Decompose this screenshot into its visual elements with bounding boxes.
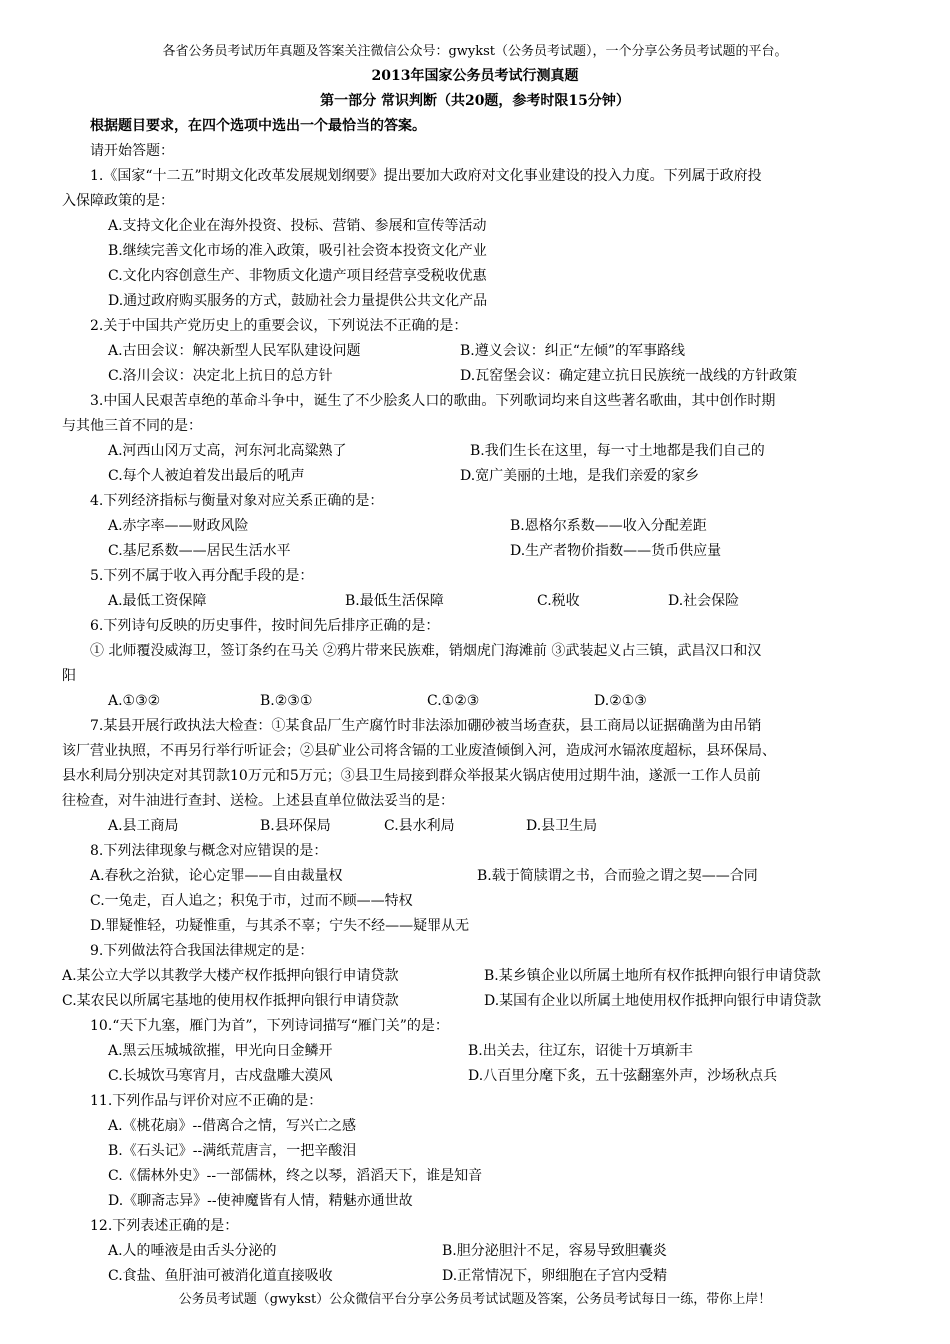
- question-stem-continued: 往检查，对牛油进行查封、送检。上述县直单位做法妥当的是：: [62, 793, 454, 809]
- option-a: A.古田会议：解决新型人民军队建设问题: [108, 343, 361, 359]
- option-b: B.县环保局: [260, 818, 331, 834]
- option-c: C.文化内容创意生产、非物质文化遗产项目经营享受税收优惠: [108, 268, 487, 284]
- option-a: A.①③②: [108, 693, 161, 709]
- option-d: D.②①③: [594, 693, 647, 709]
- document-title: 2013年国家公务员考试行测真题: [371, 68, 579, 84]
- question-stem-continued: 与其他三首不同的是：: [62, 418, 202, 434]
- option-b: B.《石头记》--满纸荒唐言，一把辛酸泪: [108, 1143, 357, 1159]
- question-stem-continued: 县水利局分别决定对其罚款10万元和5万元；③县卫生局接到群众举报某火锅店使用过期牛油，遂派一工作人员前: [62, 768, 761, 784]
- option-d: D.社会保险: [668, 593, 740, 609]
- option-c: C.税收: [537, 593, 580, 609]
- question-stem: 8.下列法律现象与概念对应错误的是：: [90, 843, 328, 859]
- option-c: C.洛川会议：决定北上抗日的总方针: [108, 368, 333, 384]
- option-c: C.《儒林外史》--一部儒林，终之以琴，滔滔天下，谁是知音: [108, 1168, 483, 1184]
- option-b: B.最低生活保障: [345, 593, 444, 609]
- option-b: B.载于简牍谓之书，合而验之谓之契——合同: [477, 868, 758, 884]
- question-stem: 7.某县开展行政执法大检查：①某食品厂生产腐竹时非法添加硼砂被当场查获，县工商局以证据确凿为由吊销: [90, 718, 762, 734]
- option-c: C.县水利局: [384, 818, 455, 834]
- option-d: D.八百里分麾下炙，五十弦翻塞外声，沙场秋点兵: [468, 1068, 778, 1084]
- question-text-continued: 阳: [62, 668, 76, 684]
- question-text: ① 北师覆没威海卫，签订条约在马关 ②鸦片带来民族难，销烟虎门海滩前 ③武装起义占三镇，武昌汉口和汉: [90, 643, 762, 659]
- option-b: B.某乡镇企业以所属土地所有权作抵押向银行申请贷款: [484, 968, 821, 984]
- question-stem: 5.下列不属于收入再分配手段的是：: [90, 568, 314, 584]
- option-d: D.《聊斋志异》--使神魔皆有人情，精魅亦通世故: [108, 1193, 413, 1209]
- option-b: B.恩格尔系数——收入分配差距: [510, 518, 707, 534]
- option-a: A.支持文化企业在海外投资、投标、营销、参展和宣传等活动: [108, 218, 487, 234]
- option-d: D.宽广美丽的土地，是我们亲爱的家乡: [460, 468, 700, 484]
- option-b: B.胆分泌胆汁不足，容易导致胆囊炎: [442, 1243, 667, 1259]
- question-stem: 6.下列诗句反映的历史事件，按时间先后排序正确的是：: [90, 618, 440, 634]
- question-stem: 11.下列作品与评价对应不正确的是：: [90, 1093, 323, 1109]
- option-a: A.县工商局: [108, 818, 179, 834]
- option-b: B.出关去，往辽东，诏徙十万填新丰: [468, 1043, 693, 1059]
- option-d: D.瓦窑堡会议：确定建立抗日民族统一战线的方针政策: [460, 368, 798, 384]
- option-d: D.生产者物价指数——货币供应量: [510, 543, 722, 559]
- option-a: A.赤字率——财政风险: [108, 518, 249, 534]
- question-stem-continued: 入保障政策的是：: [62, 193, 174, 209]
- option-b: B.②③①: [260, 693, 313, 709]
- question-stem: 3.中国人民艰苦卓绝的革命斗争中，诞生了不少脍炙人口的歌曲。下列歌词均来自这些著名歌曲，其中创作时期: [90, 393, 776, 409]
- option-a: A.黑云压城城欲摧，甲光向日金鳞开: [108, 1043, 333, 1059]
- option-b: B.继续完善文化市场的准入政策，吸引社会资本投资文化产业: [108, 243, 487, 259]
- option-d: D.通过政府购买服务的方式，鼓励社会力量提供公共文化产品: [108, 293, 488, 309]
- option-b: B.遵义会议：纠正“左倾”的军事路线: [460, 343, 686, 359]
- option-c: C.长城饮马寒宵月，古戍盘雕大漠风: [108, 1068, 333, 1084]
- option-a: A.河西山冈万丈高，河东河北高粱熟了: [108, 443, 347, 459]
- option-c: C.一兔走，百人追之；积兔于市，过而不顾——特权: [90, 893, 413, 909]
- start-prompt: 请开始答题：: [90, 143, 174, 159]
- option-a: A.最低工资保障: [108, 593, 207, 609]
- option-a: A.《桃花扇》--借离合之情，写兴亡之感: [108, 1118, 357, 1134]
- question-stem: 10.“天下九塞，雁门为首”，下列诗词描写“雁门关”的是：: [90, 1018, 449, 1034]
- question-stem-continued: 该厂营业执照，不再另行举行听证会；②县矿业公司将含镉的工业废渣倾倒入河，造成河水镉浓度超标，县环保局、: [62, 743, 776, 759]
- header-note: 各省公务员考试历年真题及答案关注微信公众号：gwykst（公务员考试题），一个分享公务员考试题的平台。: [162, 44, 788, 59]
- option-d: D.正常情况下，卵细胞在子宫内受精: [442, 1268, 668, 1284]
- option-a: A.某公立大学以其教学大楼产权作抵押向银行申请贷款: [62, 968, 399, 984]
- option-d: D.罪疑惟轻，功疑惟重，与其杀不辜；宁失不经——疑罪从无: [90, 918, 470, 934]
- footer-note: 公务员考试题（gwykst）公众微信平台分享公务员考试试题及答案，公务员考试每日一练，带你上岸！: [178, 1292, 772, 1307]
- question-stem: 4.下列经济指标与衡量对象对应关系正确的是：: [90, 493, 384, 509]
- option-b: B.我们生长在这里，每一寸土地都是我们自己的: [470, 443, 765, 459]
- option-d: D.县卫生局: [526, 818, 598, 834]
- instruction: 根据题目要求，在四个选项中选出一个最恰当的答案。: [90, 118, 426, 134]
- question-stem: 12.下列表述正确的是：: [90, 1218, 239, 1234]
- option-a: A.人的唾液是由舌头分泌的: [108, 1243, 277, 1259]
- option-c: C.每个人被迫着发出最后的吼声: [108, 468, 305, 484]
- section-subtitle: 第一部分 常识判断（共20题，参考时限15分钟）: [320, 93, 630, 109]
- option-c: C.某农民以所属宅基地的使用权作抵押向银行申请贷款: [62, 993, 399, 1009]
- question-stem: 9.下列做法符合我国法律规定的是：: [90, 943, 314, 959]
- option-c: C.食盐、鱼肝油可被消化道直接吸收: [108, 1268, 333, 1284]
- option-c: C.基尼系数——居民生活水平: [108, 543, 291, 559]
- option-a: A.春秋之治狱，论心定罪——自由裁量权: [90, 868, 343, 884]
- question-stem: 1.《国家“十二五”时期文化改革发展规划纲要》提出要加大政府对文化事业建设的投入力度。下列属于政府投: [90, 168, 762, 184]
- question-stem: 2.关于中国共产党历史上的重要会议，下列说法不正确的是：: [90, 318, 468, 334]
- option-d: D.某国有企业以所属土地使用权作抵押向银行申请贷款: [484, 993, 822, 1009]
- option-c: C.①②③: [427, 693, 480, 709]
